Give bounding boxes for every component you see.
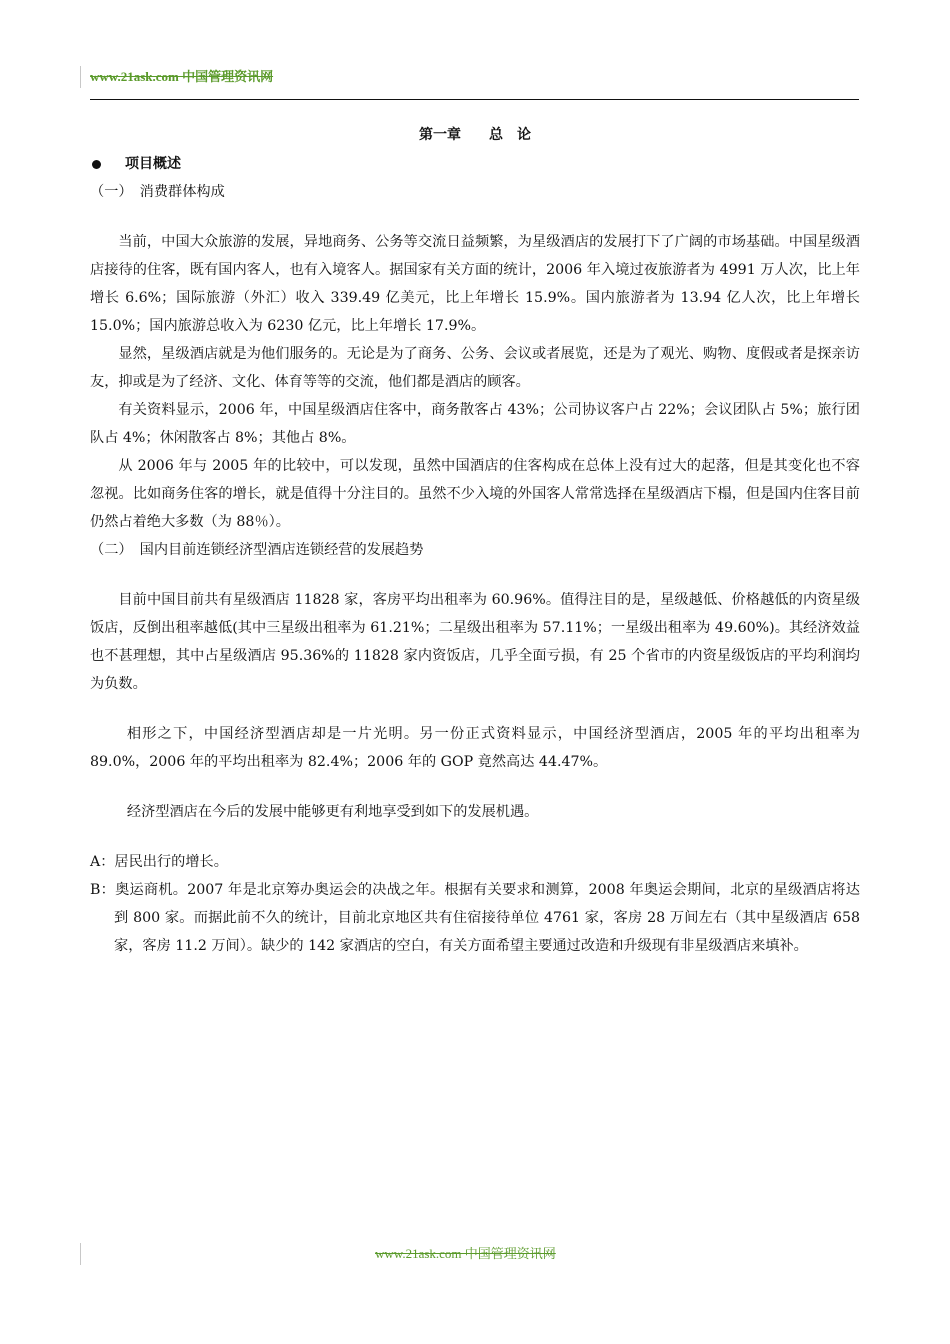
bullet-icon (92, 160, 101, 169)
header-site-link[interactable]: www.21ask.com 中国管理资讯网 (90, 69, 274, 84)
document-body (90, 120, 860, 960)
header-divider (90, 99, 859, 100)
paragraph: 显然，星级酒店就是为他们服务的。无论是为了商务、公务、会议或者展览，还是为了观光、购物、度假或者是探亲访友，抑或是为了经济、文化、体育等等的交流，他们都是酒店的顾客。 (90, 346, 860, 390)
paragraph: 当前，中国大众旅游的发展，异地商务、公务等交流日益频繁，为星级酒店的发展打下了广阔的市场基础。中国星级酒店接待的住客，既有国内客人，也有入境客人。据国家有关方面的统计，2006 年入境过夜旅游者为 4991 万人次，比上年增长 6.6%；国际旅游（外汇）收入 339.49 亿美元，比上年增长 15.9%。国内旅游者为 13.94 亿人次，比上年增长 15.0%；国内旅游总收入为 6230 亿元，比上年增长 17.9%。 (90, 234, 860, 334)
subsection-heading-1: （一） 消费群体构成 (90, 184, 225, 200)
list-item-a: A：居民出行的增长。 (90, 854, 228, 870)
paragraph: 目前中国目前共有星级酒店 11828 家，客房平均出租率为 60.96%。值得注目的是，星级越低、价格越低的内资星级饭店，反倒出租率越低(其中三星级出租率为 61.21%；二星级出租率为 57.11%；一星级出租率为 49.60%)。其经济效益也不甚理想，其中占星级酒店 95.36%的 11828 家内资饭店，几乎全面亏损，有 25 个省市的内资星级饭店的平均利润均为负数。 (90, 592, 860, 692)
paragraph: 从 2006 年与 2005 年的比较中，可以发现，虽然中国酒店的住客构成在总体上没有过大的起落，但是其变化也不容忽视。比如商务住客的增长，就是值得十分注目的。虽然不少入境的外国客人常常选择在星级酒店下榻，但是国内住客目前仍然占着绝大多数（为 88％）。 (90, 458, 860, 530)
paragraph: 经济型酒店在今后的发展中能够更有利地享受到如下的发展机遇。 (126, 804, 539, 820)
section-heading (90, 150, 860, 178)
list-item-b: B：奥运商机。2007 年是北京筹办奥运会的决战之年。根据有关要求和测算，2008 年奥运会期间，北京的星级酒店将达到 800 家。而据此前不久的统计，目前北京地区共有住宿接待单位 4761 家，客房 28 万间左右（其中星级酒店 658 家，客房 11.2 万间）。缺少的 142 家酒店的空白，有关方面希望主要通过改造和升级现有非星级酒店来填补。 (90, 882, 860, 954)
subsection-heading-2: （二） 国内目前连锁经济型酒店连锁经营的发展趋势 (90, 542, 424, 558)
section-heading-text: 项目概述 (125, 156, 181, 172)
footer-site-link[interactable]: www.21ask.com 中国管理资讯网 (375, 1246, 556, 1261)
paragraph: 有关资料显示，2006 年，中国星级酒店住客中，商务散客占 43%；公司协议客户占 22%；会议团队占 5%；旅行团队占 4%；休闲散客占 8%；其他占 8%。 (90, 402, 860, 446)
page-footer (80, 1243, 861, 1265)
paragraph: 相形之下，中国经济型酒店却是一片光明。另一份正式资料显示，中国经济型酒店，2005 年的平均出租率为 89.0%，2006 年的平均出租率为 82.4%；2006 年的 GOP 竟然高达 44.47%。 (90, 726, 860, 770)
chapter-title: 第一章 总 论 (419, 127, 531, 143)
page-header (80, 66, 273, 88)
